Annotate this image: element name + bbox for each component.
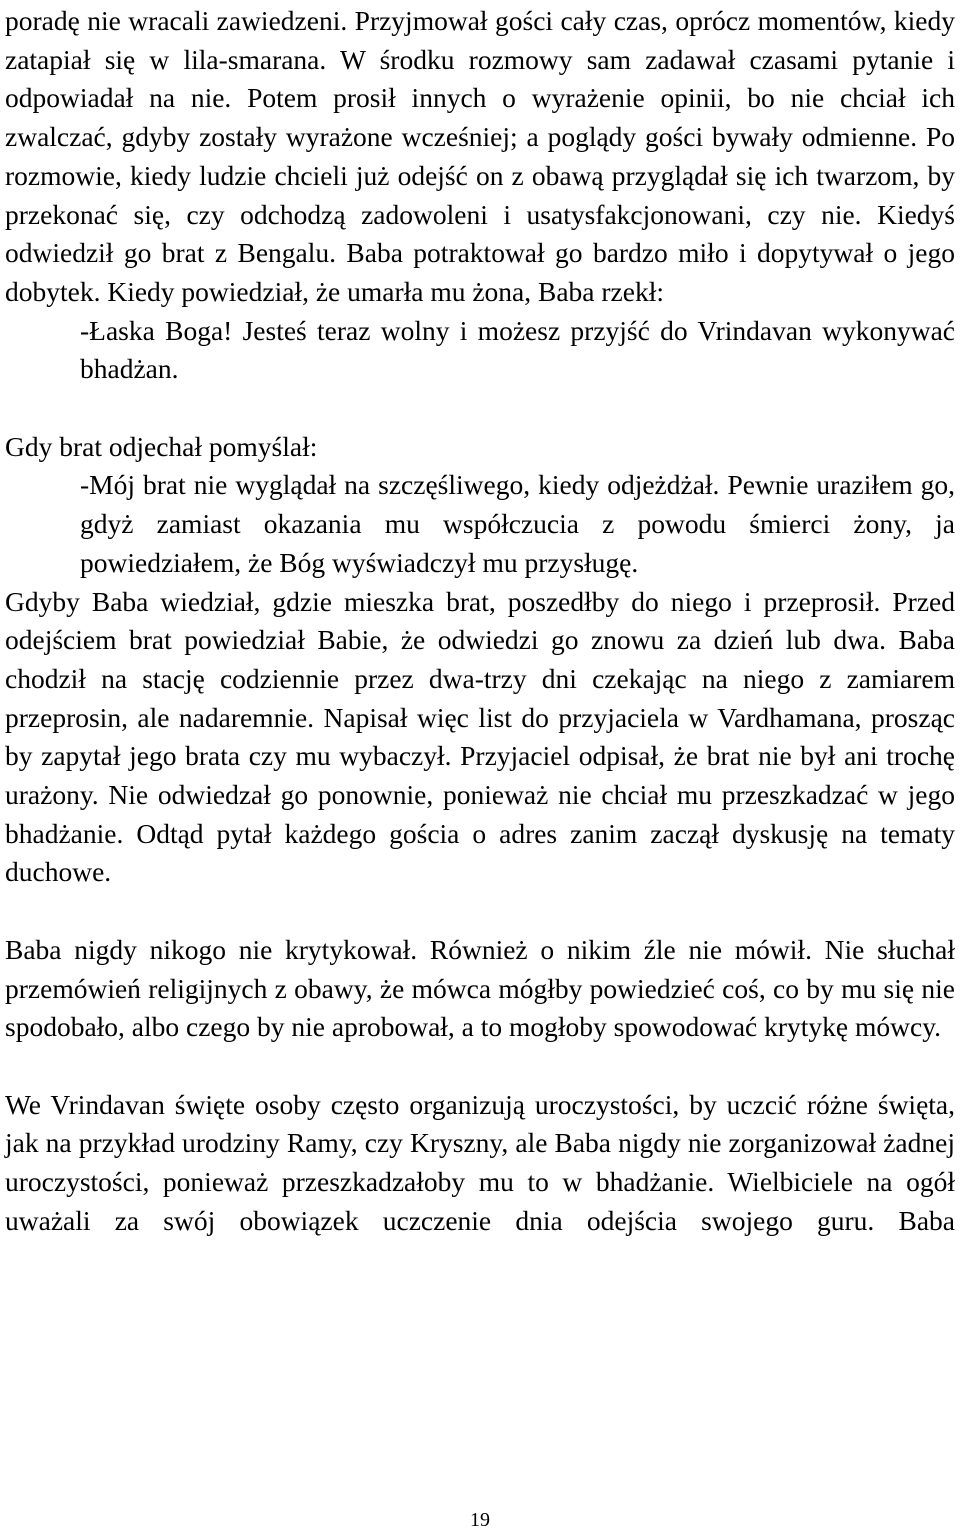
paragraph-7: We Vrindavan święte osoby często organizują uroczystości, by uczcić różne święta, jak na przykład urodziny Ramy, czy Kryszny, ale Baba nigdy nie zorganizował żadnej uroczystości, ponieważ przeszkadzałoby mu to w bhadżanie. Wielbiciele na ogół uważali za swój obowiązek uczczenie dnia odejścia swojego guru. Baba [5,1088,955,1236]
paragraph-2-quote: -Łaska Boga! Jesteś teraz wolny i możesz przyjść do Vrindavan wykonywać bhadżan. [80,314,955,385]
paragraph-gap [5,892,955,931]
paragraph-1: poradę nie wracali zawiedzeni. Przyjmował gości cały czas, oprócz momentów, kiedy zatapiał się w lila-smarana. W środku rozmowy sam zadawał czasami pytanie i odpowiadał na nie. Potem prosił innych o wyrażenie opinii, bo nie chciał ich zwalczać, gdyby zostały wyrażone wcześniej; a poglądy gości bywały odmienne. Po rozmowie, kiedy ludzie chcieli już odejść on z obawą przyglądał się ich twarzom, by przekonać się, czy odchodzą zadowoleni i usatysfakcjonowani, czy nie. Kiedyś odwiedził go brat z Bengalu. Baba potraktował go bardzo miło i dopytywał o jego dobytek. Kiedy powiedział, że umarła mu żona, Baba rzekł: [5,5,955,307]
paragraph-4-quote: -Mój brat nie wyglądał na szczęśliwego, kiedy odjeżdżał. Pewnie uraziłem go, gdyż zamiast okazania mu współczucia z powodu śmierci żony, ja powiedziałem, że Bóg wyświadczył mu przysługę. [80,469,955,578]
paragraph-3: Gdy brat odjechał pomyślał: [5,430,318,462]
page-number: 19 [470,1509,490,1531]
page-body [5,2,955,1240]
paragraph-6: Baba nigdy nikogo nie krytykował. Również o nikim źle nie mówił. Nie słuchał przemówień religijnych z obawy, że mówca mógłby powiedzieć coś, co by mu się nie spodobało, albo czego by nie aprobował, a to mogłoby spowodować krytykę mówcy. [5,933,955,1043]
paragraph-gap [5,389,955,428]
paragraph-gap [5,1047,955,1086]
paragraph-5: Gdyby Baba wiedział, gdzie mieszka brat, poszedłby do niego i przeprosił. Przed odejściem brat powiedział Babie, że odwiedzi go znowu za dzień lub dwa. Baba chodził na stację codziennie przez dwa-trzy dni czekając na niego z zamiarem przeprosin, ale nadaremnie. Napisał więc list do przyjaciela w Vardhamana, prosząc by zapytał jego brata czy mu wybaczył. Przyjaciel odpisał, że brat nie był ani trochę urażony. Nie odwiedzał go ponownie, ponieważ nie chciał mu przeszkadzać w jego bhadżanie. Odtąd pytał każdego gościa o adres zanim zaczął dyskusję na tematy duchowe. [5,585,955,888]
